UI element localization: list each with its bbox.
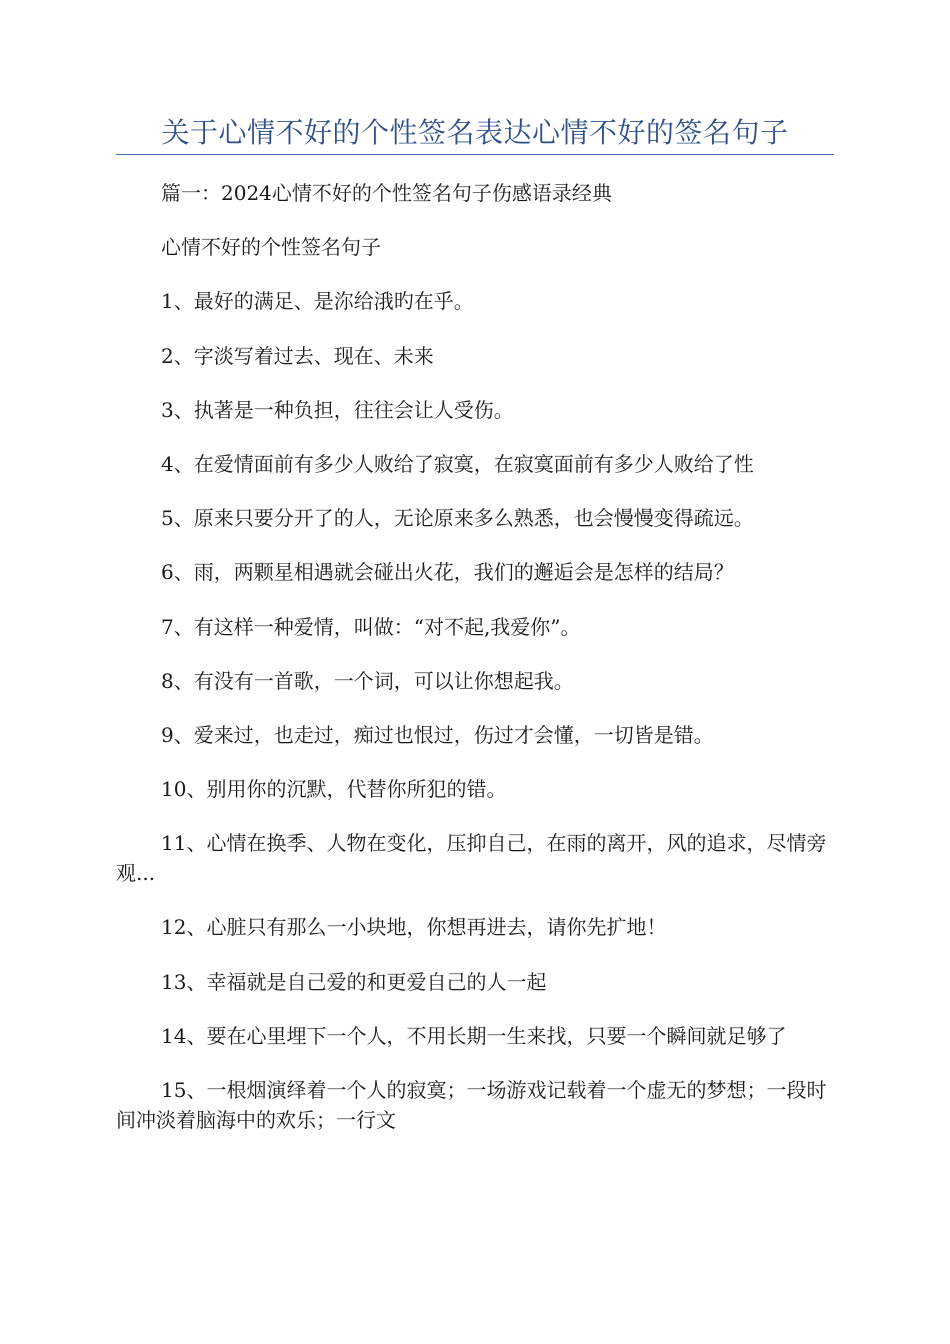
paragraph-item: 13、幸福就是自己爱的和更爱自己的人一起 xyxy=(161,969,547,994)
paragraph-item: 11、心情在换季、人物在变化，压抑自己，在雨的离开，风的追求，尽情旁观... xyxy=(116,831,827,886)
paragraph-item: 3、执著是一种负担，往往会让人受伤。 xyxy=(161,397,514,422)
paragraph-section-heading: 篇一：2024心情不好的个性签名句子伤感语录经典 xyxy=(161,181,612,205)
paragraph-item: 6、雨，两颗星相遇就会碰出火花，我们的邂逅会是怎样的结局？ xyxy=(161,560,734,585)
paragraph-item: 14、要在心里埋下一个人，不用长期一生来找，只要一个瞬间就足够了 xyxy=(161,1023,787,1048)
document-body xyxy=(116,178,834,1159)
paragraph-item: 15、一根烟演绎着一个人的寂寞；一场游戏记载着一个虚无的梦想；一段时间冲淡着脑海中的欢乐；一行文 xyxy=(116,1078,827,1132)
paragraph-item: 4、在爱情面前有多少人败给了寂寞，在寂寞面前有多少人败给了性 xyxy=(161,451,754,476)
document-title: 关于心情不好的个性签名表达心情不好的签名句子 xyxy=(161,116,789,149)
title-underline xyxy=(116,154,834,155)
paragraph-subheading: 心情不好的个性签名句子 xyxy=(161,235,381,260)
paragraph-item: 10、别用你的沉默，代替你所犯的错。 xyxy=(161,777,507,802)
paragraph-item: 9、爱来过，也走过，痴过也恨过，伤过才会懂，一切皆是错。 xyxy=(161,722,714,747)
paragraph-item: 1、最好的满足、是沵给涐旳在乎。 xyxy=(161,289,474,314)
paragraph-item: 7、有这样一种爱情，叫做：“对不起,我爱你”。 xyxy=(161,614,581,639)
paragraph-item: 2、字淡写着过去、现在、未来 xyxy=(161,343,434,368)
paragraph-item: 12、心脏只有那么一小块地，你想再进去，请你先扩地！ xyxy=(161,915,667,940)
paragraph-item: 5、原来只要分开了的人，无论原来多么熟悉，也会慢慢变得疏远。 xyxy=(161,506,754,531)
paragraph-item: 8、有没有一首歌，一个词，可以让你想起我。 xyxy=(161,668,574,693)
